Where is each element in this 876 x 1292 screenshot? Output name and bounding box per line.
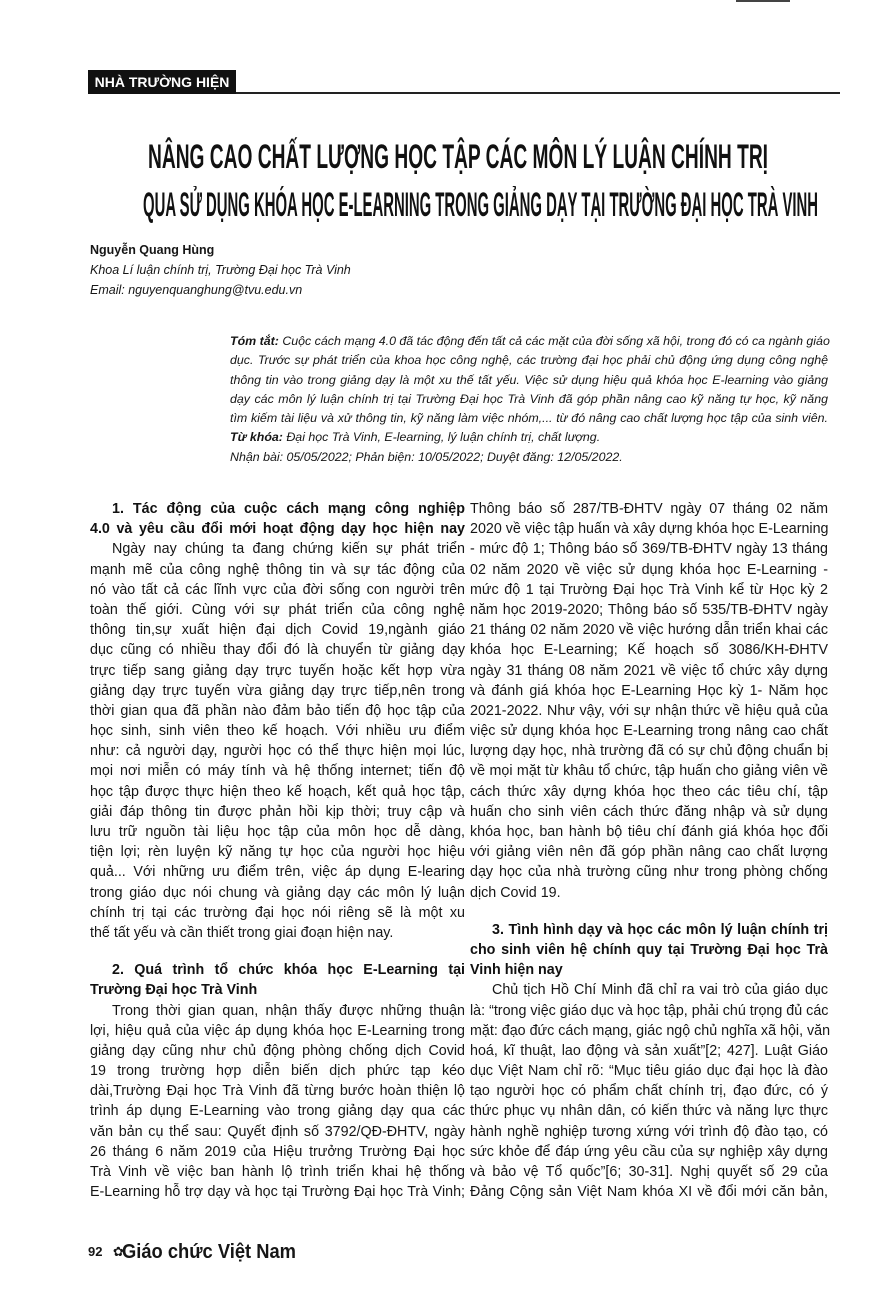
text-line: học sinh, sinh viên theo kế hoạch. Với nhiều ưu điểm	[90, 723, 465, 740]
page-number: 92	[88, 1244, 103, 1259]
text-line: thức phục vụ nhân dân, có kiến thức và năng lực thực	[470, 1103, 828, 1120]
text-line: - mức độ 1; Thông báo số 369/TB-ĐHTV ngày 13 tháng	[470, 541, 828, 558]
text-line: mọi nơi miễn có máy tính và hệ thống internet; tiến độ	[90, 763, 465, 780]
text-line: 19 trong trường hợp diễn biến dịch phức tạp kéo	[90, 1063, 465, 1080]
body-paragraph	[90, 1001, 465, 1203]
text-line: Ngày nay chúng ta đang chứng kiến sự phát triển	[112, 541, 465, 558]
text-line: trong giáo dục nói chung và giảng dạy các môn lý luận	[90, 884, 465, 901]
text-line: tiện lợi; rèn luyện kỹ năng tự học của người học hiệu	[90, 844, 465, 861]
text-line: Thông báo số 287/TB-ĐHTV ngày 07 tháng 02 năm	[470, 501, 828, 517]
text-line: toàn thế giới. Cùng với sự phát triển của công nghệ	[90, 601, 465, 618]
text-line: văn bản cụ thể sau: Quyết định số 3792/QĐ-ĐHTV, ngày	[90, 1123, 465, 1140]
text-line: năm học 2019-2020; Thông báo số 535/TB-ĐHTV ngày	[470, 601, 828, 618]
text-line: thời gian qua đã phần nào đảm bảo tiến độ học tập của	[90, 702, 465, 719]
heading-line: 4.0 và yêu cầu đổi mới hoạt động dạy học hiện nay	[90, 521, 465, 538]
keywords-label: Từ khóa:	[230, 430, 283, 445]
text-line: 21 tháng 02 năm 2020 về việc hướng dẫn triển khai các	[470, 622, 828, 639]
section-heading	[470, 920, 828, 981]
text-line: thông tin,sự xuất hiện đại dịch Covid 19,ngành giáo	[90, 622, 465, 639]
text-line: 2021-2022. Như vậy, với sự nhận thức về hiệu quả của	[470, 702, 828, 719]
text-line: với giảng viên nên đã góp phần nâng cao chất lượng	[470, 844, 828, 861]
journal-name	[122, 1238, 312, 1266]
heading-line: Vinh hiện nay	[470, 962, 563, 979]
text-line: mạnh mẽ của công nghệ thông tin và sự tác động của	[90, 561, 465, 578]
text-line: 02 năm 2020 về việc sử dụng khóa học E-Learning -	[470, 561, 828, 578]
body-paragraph	[90, 539, 465, 943]
section-heading	[90, 960, 465, 1000]
text-line: giảng dạy trực tuyến vừa giảng dạy trực tiếp,nên trong	[90, 682, 465, 699]
text-line: lưu trữ nguồn tài liệu học tập của môn học dễ dàng,	[90, 824, 465, 840]
text-line: trực tiếp sang giảng dạy trực tuyến hoặc kết hợp vừa	[90, 662, 465, 679]
author-affiliation: Khoa Lí luận chính trị, Trường Đại học Trà Vinh	[90, 263, 351, 277]
journal-name-text: Giáo chức Việt Nam	[122, 1241, 296, 1263]
text-line: cách thức xây dựng khóa học theo các tiêu chí, tập	[470, 783, 828, 800]
abstract-line: dục. Trước sự phát triển của khoa học công nghệ, các trường đại học phải chủ động ứng dụng công nghệ	[230, 353, 828, 368]
text-line: ngày 31 tháng 08 năm 2021 về việc tổ chức xây dựng	[470, 662, 828, 679]
text-line: Đảng Cộng sản Việt Nam khóa XI về đổi mới căn bản,	[470, 1184, 828, 1201]
text-line: việc sử dụng khóa học E-Learning trong nâng cao chất	[470, 723, 828, 740]
text-line: chính trị tại các trường đại học nói riêng sẽ là một xu	[90, 904, 465, 921]
section-label	[88, 70, 236, 114]
text-line: hành nghề nghiệp tương xứng với trình độ đào tạo, có	[470, 1123, 828, 1140]
text-line: Chủ tịch Hồ Chí Minh đã chỉ ra vai trò của giáo dục	[492, 982, 828, 999]
abstract	[230, 332, 828, 467]
title-text-2: QUA SỬ DỤNG KHÓA HỌC E-LEARNING TRONG GIẢNG DẠY TẠI TRƯỜNG ĐẠI HỌC TRÀ VINH	[143, 186, 818, 224]
text-line: sức khỏe để đáp ứng yêu cầu của sự nghiệp xây dựng	[470, 1143, 828, 1160]
text-line: và bảo vệ Tổ quốc”[6; 30-31]. Nghị quyết số 29 của	[470, 1164, 828, 1180]
text-line: dài,Trường Đại học Trà Vinh đã từng bước hoàn thiện lộ	[90, 1083, 465, 1100]
text-line: Trà Vinh về việc ban hành lộ trình triển khai hệ thống	[90, 1164, 465, 1180]
text-line: E-Learning hỗ trợ dạy và học tại Trường Đại học Trà Vinh;	[90, 1184, 465, 1201]
section-heading	[90, 499, 465, 539]
abstract-line: tìm kiếm tài liệu và xử thông tin, kỹ năng làm việc nhóm,... từ đó nâng cao chất lượng học tập của sinh viên.	[230, 411, 828, 426]
body-column-right	[470, 499, 831, 1202]
top-edge-mark	[736, 0, 790, 2]
text-line: 2020 về việc tập huấn và xây dựng khóa học E-Learning	[470, 521, 829, 538]
keywords-text: Đại học Trà Vinh, E-learning, lý luận chính trị, chất lượng.	[282, 430, 601, 445]
text-line: thế tất yếu và cần thiết trong giai đoạn hiện nay.	[90, 924, 394, 941]
body-paragraph	[470, 980, 831, 1202]
text-line: mức độ 1 tại Trường Đại học Trà Vinh kể từ Học kỳ 2	[470, 581, 828, 598]
text-line: như: cả người dạy, người học có thể thực hiện mọi lúc,	[90, 743, 465, 760]
text-line: lượng dạy học, nhà trường đã có sự chủ động chuẩn bị	[470, 743, 828, 760]
heading-line: cho sinh viên hệ chính quy tại Trường Đại học Trà	[470, 941, 828, 958]
abstract-label: Tóm tắt:	[230, 334, 279, 348]
abstract-line	[230, 332, 828, 351]
heading-line: 2. Quá trình tổ chức khóa học E-Learning tại	[112, 962, 465, 979]
abstract-line: thông tin vào trong giảng dạy là một xu thế tất yếu. Việc sử dụng hiệu quả khóa học E-learning vào giảng	[230, 372, 828, 387]
section-divider	[236, 92, 840, 94]
flower-icon: ✿	[112, 1244, 124, 1259]
text-line: và đánh giá khóa học E-Learning Học kỳ 1- Năm học	[470, 682, 828, 699]
text-line: khóa học E-Learning; Kế hoạch số 3086/KH-ĐHTV	[470, 642, 828, 659]
heading-line: 1. Tác động của cuộc cách mạng công nghiệp	[112, 501, 465, 517]
author-email: Email: nguyenquanghung@tvu.edu.vn	[90, 283, 303, 297]
keywords	[230, 428, 828, 447]
abstract-text: Cuộc cách mạng 4.0 đã tác động đến tất cả các mặt của đời sống xã hội, trong đó có ca ngành giáo	[278, 334, 830, 348]
text-line: 26 tháng 6 năm 2019 của Hiệu trưởng Trường Đại học	[90, 1143, 465, 1160]
text-line: giải đáp thông tin được phản hồi kịp thời; truy cập và	[90, 803, 465, 820]
text-line: là: “trong việc giáo dục và học tập, phải chú trọng đủ các	[470, 1002, 829, 1019]
text-line: Trong thời gian quan, nhận thấy được những thuận	[112, 1002, 465, 1019]
text-line: giảng dạy cũng như chủ động phòng chống dịch Covid	[90, 1042, 465, 1059]
heading-line: 3. Tình hình dạy và học các môn lý luận chính trị	[492, 921, 828, 938]
text-line: tạo người học có phẩm chất chính trị, đạo đức, có ý	[470, 1083, 828, 1100]
text-line: huấn cho sinh viên cách thức đăng nhập và sử dụng	[470, 803, 828, 820]
text-line: khóa học, ban hành bộ tiêu chí đánh giá khóa học đối	[470, 824, 828, 840]
text-line: mặt: đạo đức cách mạng, giác ngộ chủ nghĩa xã hội, văn	[470, 1022, 831, 1039]
text-line: trình áp dụng E-Learning vào trong giảng dạy qua các	[90, 1103, 465, 1120]
section-label-text: NHÀ TRƯỜNG HIỆN ĐẠI	[94, 74, 230, 114]
text-line: nó vào tất cả các lĩnh vực của đời sống con người trên	[90, 581, 465, 598]
text-line: học tập được thực hiện theo kế hoạch, kết quả học tập,	[90, 783, 465, 800]
text-line: hoá, kĩ thuật, lao động và sản xuất”[2; 427]. Luật Giáo	[470, 1042, 828, 1059]
text-line: dịch Covid 19.	[470, 884, 561, 901]
article-dates: Nhận bài: 05/05/2022; Phản biện: 10/05/2022; Duyệt đăng: 12/05/2022.	[230, 449, 623, 464]
text-line: dạy học của nhà trường cũng như trong phòng chống	[470, 864, 828, 881]
body-column-left	[90, 499, 465, 1202]
author-name: Nguyễn Quang Hùng	[90, 243, 215, 257]
text-line: dục cũng có nhiều thay đổi đó là chuyển từ giảng dạy	[90, 642, 465, 659]
text-line: quả... Với những ưu điểm trên, việc áp dụng E-learing	[90, 864, 465, 881]
body-paragraph	[470, 499, 828, 903]
abstract-line: dạy các môn lý luận chính trị tại Trường Đại học Trà Vinh đã góp phần nâng cao kỹ năng tự học, kỹ năng	[230, 391, 828, 406]
text-line: dục Việt Nam chỉ rõ: “Mục tiêu giáo dục đại học là đào	[470, 1063, 828, 1080]
heading-line: Trường Đại học Trà Vinh	[90, 982, 258, 999]
text-line: lợi, hiệu quả của việc áp dụng khóa học E-Learning trong	[90, 1022, 465, 1039]
title-text-1: NÂNG CAO CHẤT LƯỢNG HỌC TẬP CÁC MÔN LÝ LUẬN CHÍNH TRỊ	[148, 138, 768, 176]
text-line: về mọi mặt từ khâu tổ chức, tập huấn cho giảng viên về	[470, 763, 828, 780]
